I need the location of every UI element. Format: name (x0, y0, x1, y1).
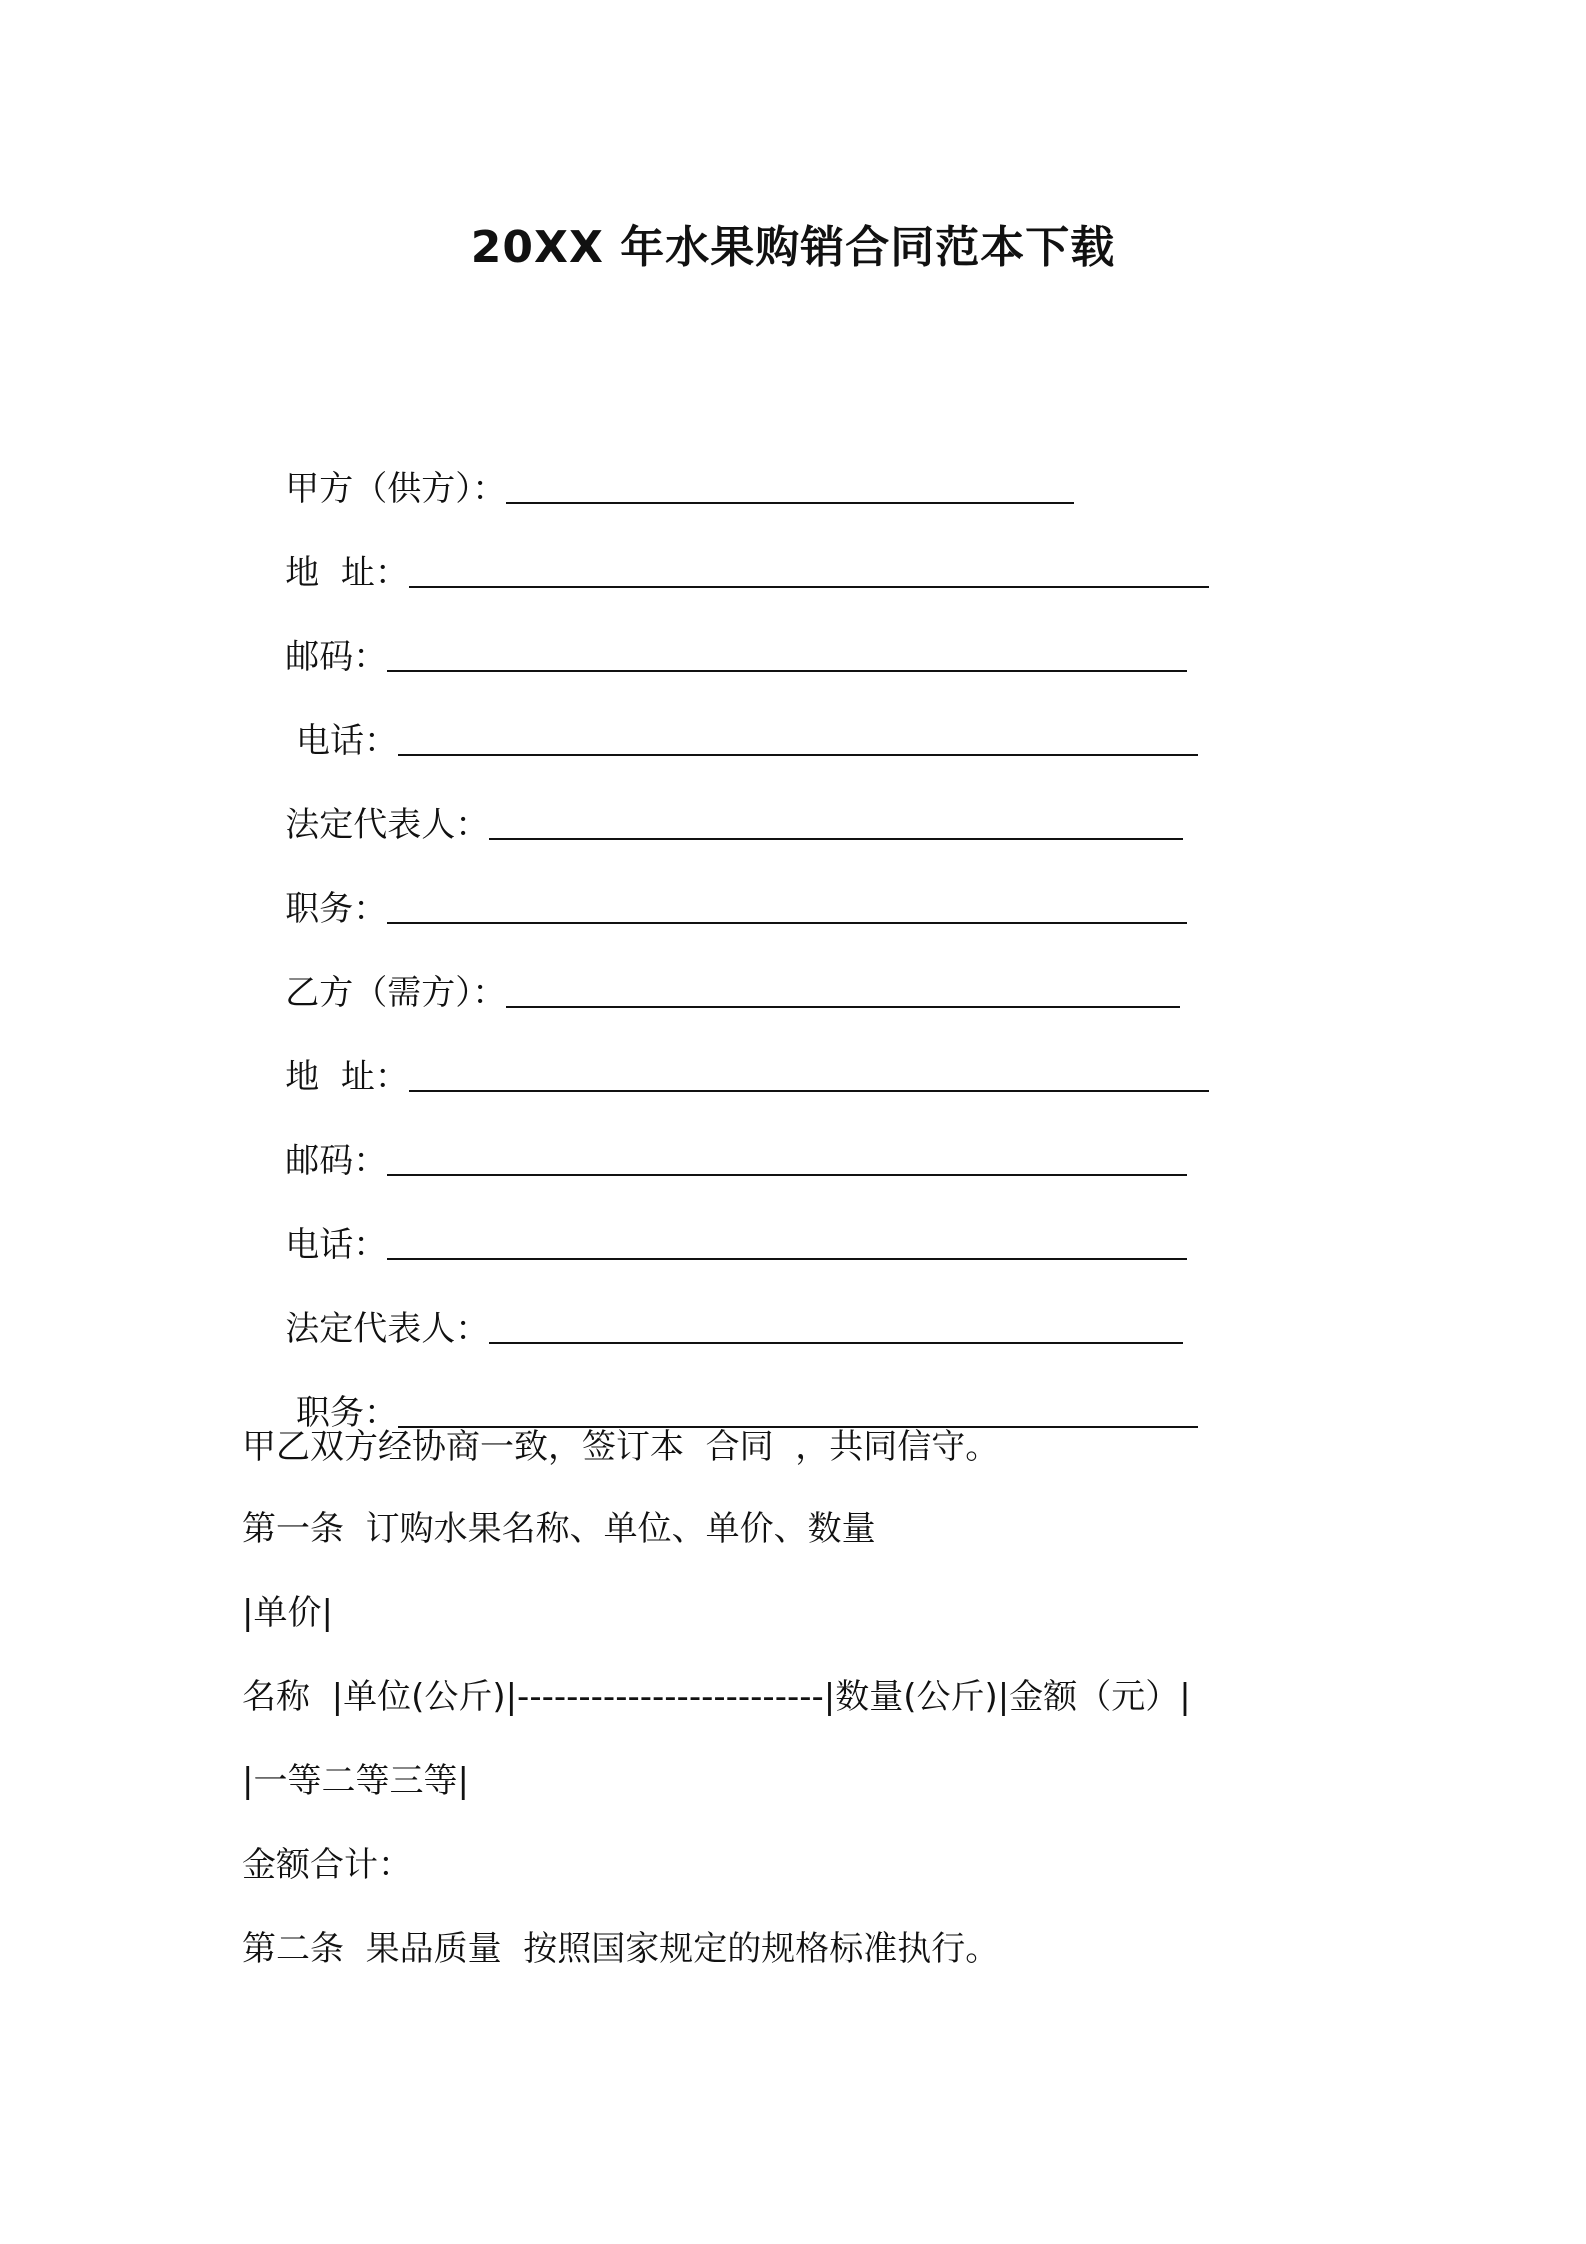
party-b-phone-blank[interactable] (387, 1228, 1187, 1260)
party-a-phone-label: 电话： (285, 721, 399, 761)
article-2-text: 第二条 果品质量 按照国家规定的规格标准执行。 (242, 1929, 1000, 1969)
article-1-heading: 第一条 订购水果名称、单位、单价、数量 (242, 1509, 876, 1549)
party-a-position-label: 职务： (285, 889, 388, 929)
table-header-columns: 名称 |单位(公斤)|-------------------------|数量(公斤)|金额（元）| (242, 1677, 1191, 1717)
party-a-name-blank[interactable] (506, 472, 1074, 504)
party-a-legal-rep-label: 法定代表人： (285, 805, 490, 845)
table-header-grades: |一等二等三等| (242, 1761, 469, 1801)
party-b-address-label: 地 址： (285, 1057, 409, 1097)
party-b-legal-rep-label: 法定代表人： (285, 1309, 490, 1349)
total-amount-label: 金额合计： (242, 1845, 412, 1885)
party-b-name-blank[interactable] (506, 976, 1180, 1008)
party-b-postcode-blank[interactable] (387, 1144, 1187, 1176)
party-a-address-blank[interactable] (409, 556, 1209, 588)
party-b-phone-label: 电话： (285, 1225, 388, 1265)
agreement-statement: 甲乙双方经协商一致，签订本 合同 ，共同信守。 (242, 1427, 1000, 1467)
document-title: 20XX 年水果购销合同范本下载 (470, 222, 1116, 273)
party-b-position-label: 职务： (285, 1393, 399, 1433)
party-a-legal-rep-blank[interactable] (489, 808, 1183, 840)
party-b-legal-rep-blank[interactable] (489, 1312, 1183, 1344)
party-b-address-blank[interactable] (409, 1060, 1209, 1092)
party-b-postcode-label: 邮码： (285, 1141, 388, 1181)
party-b-heading-label: 乙方（需方）： (285, 973, 507, 1013)
table-header-unit-price: |单价| (242, 1593, 333, 1633)
party-a-phone-blank[interactable] (398, 724, 1198, 756)
party-a-postcode-label: 邮码： (285, 637, 388, 677)
party-a-position-blank[interactable] (387, 892, 1187, 924)
party-a-heading-label: 甲方（供方）： (285, 469, 507, 509)
party-a-postcode-blank[interactable] (387, 640, 1187, 672)
party-a-address-label: 地 址： (285, 553, 409, 593)
